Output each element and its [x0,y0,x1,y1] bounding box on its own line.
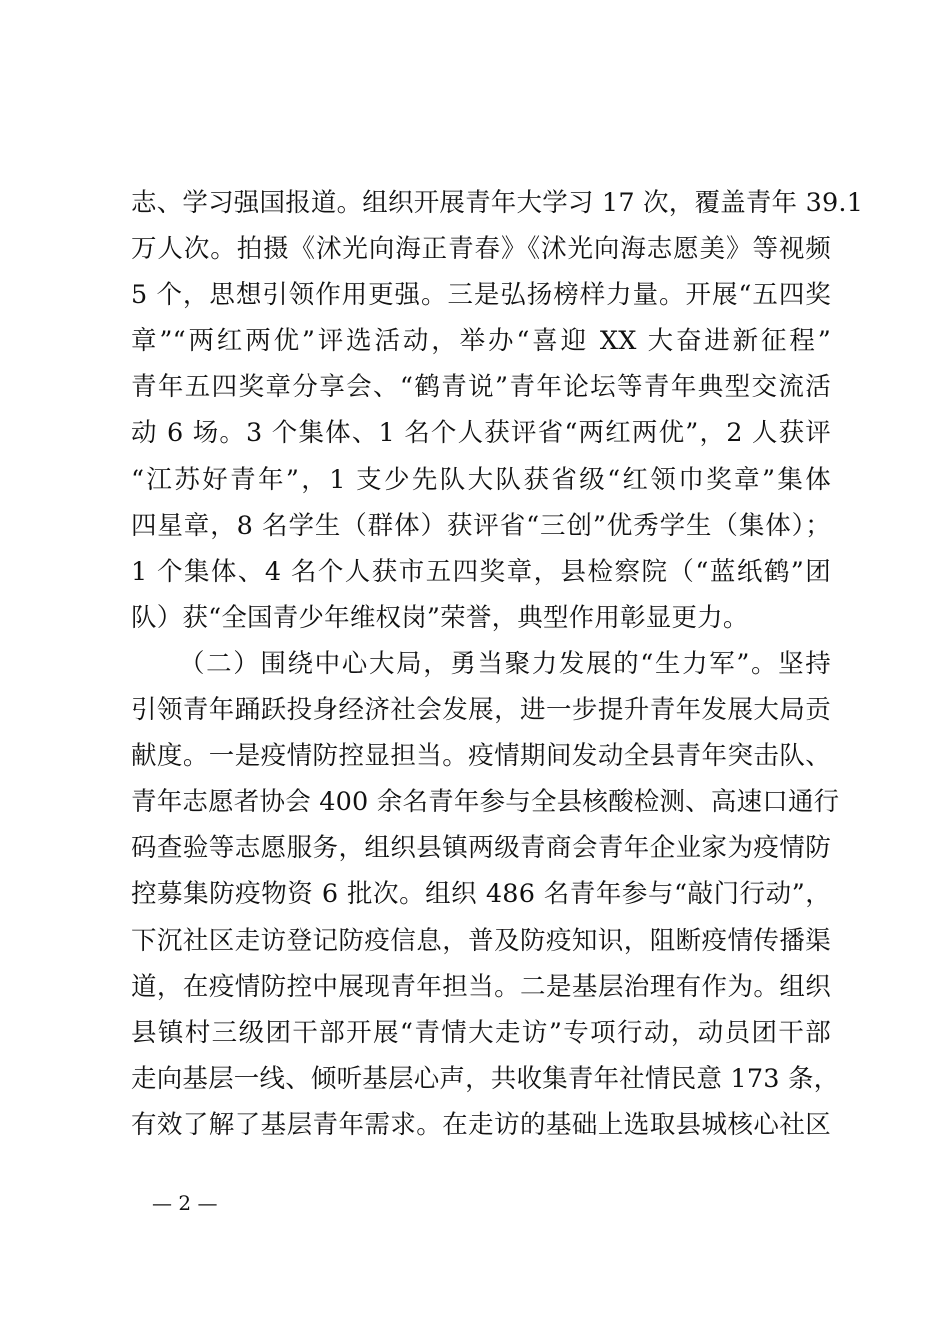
text-line: 青年五四奖章分享会、“鹤青说”青年论坛等青年典型交流活 [131,372,831,403]
text-line: 志、学习强国报道。组织开展青年大学习 17 次，覆盖青年 39.1 [131,188,864,218]
text-line: 走向基层一线、倾听基层心声，共收集青年社情民意 173 条， [131,1063,840,1094]
text-line: 献度。一是疫情防控显担当。疫情期间发动全县青年突击队、 [131,741,831,772]
text-line: 青年志愿者协会 400 余名青年参与全县核酸检测、高速口通行 [131,787,840,818]
text-line: 1 个集体、4 名个人获市五四奖章，县检察院（“蓝纸鹤”团 [131,556,831,587]
section-heading-line: （二）围绕中心大局，勇当聚力发展的“生力军”。坚持 [179,648,831,679]
text-line: 万人次。拍摄《沭光向海正青春》《沭光向海志愿美》等视频 [131,234,831,265]
text-line: 队）获“全国青少年维权岗”荣誉，典型作用彰显更力。 [131,602,749,633]
text-line: 县镇村三级团干部开展“青情大走访”专项行动，动员团干部 [131,1017,831,1048]
text-line: 下沉社区走访登记防疫信息，普及防疫知识，阻断疫情传播渠 [131,925,831,956]
paragraph-1 [131,180,864,641]
text-line: 控募集防疫物资 6 批次。组织 486 名青年参与“敲门行动”， [131,879,831,910]
text-line: 道，在疫情防控中展现青年担当。二是基层治理有作为。组织 [131,971,831,1002]
text-line: 引领青年踊跃投身经济社会发展，进一步提升青年发展大局贡 [131,695,831,726]
text-line: 章”“两红两优”评选活动，举办“喜迎 XX 大奋进新征程” [131,326,831,357]
page-number: — 2 — [152,1191,218,1215]
text-line: 有效了解了基层青年需求。在走访的基础上选取县城核心社区 [131,1109,831,1140]
text-line: “江苏好青年”，1 支少先队大队获省级“红领巾奖章”集体 [131,464,831,495]
body-text [131,180,864,1148]
text-line: 码查验等志愿服务，组织县镇两级青商会青年企业家为疫情防 [131,833,831,864]
text-line: 5 个，思想引领作用更强。三是弘扬榜样力量。开展“五四奖 [131,280,831,311]
paragraph-2 [131,641,840,1148]
text-line: 动 6 场。3 个集体、1 名个人获评省“两红两优”，2 人获评 [131,418,831,449]
text-line: 四星章，8 名学生（群体）获评省“三创”优秀学生（集体）； [131,510,831,541]
